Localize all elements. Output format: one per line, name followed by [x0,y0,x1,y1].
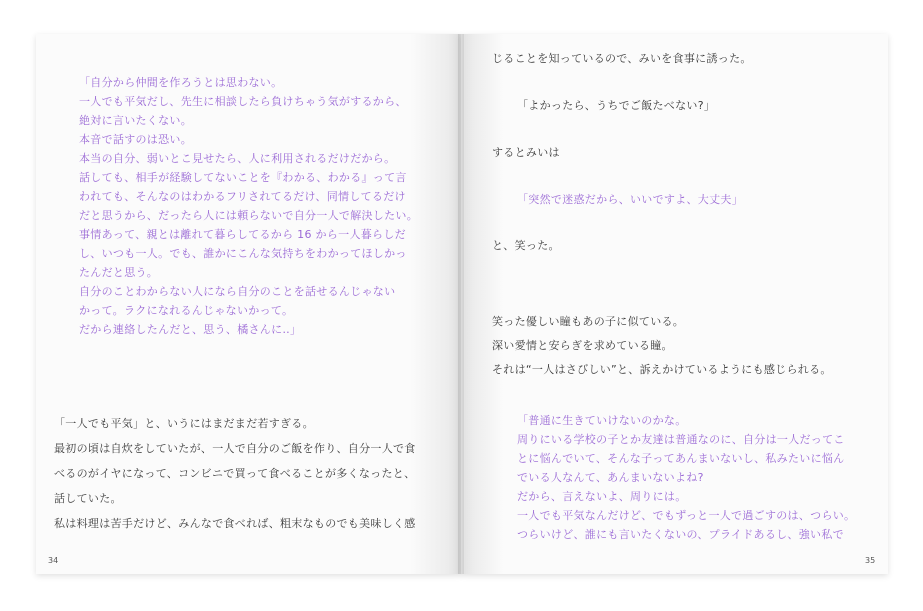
body-line: それは“一人はさびしい”と、訴えかけているようにも感じられる。 [492,363,832,376]
body-line: べるのがイヤになって、コンビニで買って食べることが多くなったと、 [54,467,416,480]
body-line: するとみいは [492,146,560,159]
quote-line: たんだと思う。 [79,266,159,279]
quote-line: だから連絡したんだと、思う、橘さんに‥」 [79,323,302,336]
page-number: 35 [865,556,876,565]
quote-line: でいる人なんて、あんまいないよね? [517,471,704,484]
dialogue-line: 「よかったら、うちでご飯たべない?」 [517,99,716,112]
body-line: と、笑った。 [492,239,560,252]
quote-line: 周りにいる学校の子とか友達は普通なのに、自分は一人だってこ [517,433,845,446]
quote-line: 本音で話すのは恐い。 [79,133,192,146]
body-line: 最初の頃は自炊をしていたが、一人で自分のご飯を作り、自分一人で食 [54,442,416,455]
quote-line: とに悩んでいて、そんな子ってあんまいないし、私みたいに悩ん [517,452,845,465]
body-line: 「一人でも平気」と、いうにはまだまだ若すぎる。 [54,417,314,430]
quote-line: われても、そんなのはわかるフリされてるだけ、同情してるだけ [79,190,406,203]
book-spread [36,34,888,574]
right-page [461,34,888,574]
body-line: じることを知っているので、みいを食事に誘った。 [492,52,752,65]
quote-line: 「自分から仲間を作ろうとは思わない。 [79,76,283,89]
quote-line: 自分のことわからない人になら自分のことを話せるんじゃない [79,285,396,298]
left-page [36,34,461,574]
book-gutter [458,34,464,574]
quote-line: かって。ラクになれるんじゃないかって。 [79,304,294,317]
quote-line: し、いつも一人。でも、誰かにこんな気持ちをわかってほしかっ [79,247,407,260]
quote-line: だと思うから、だったら人には頼らないで自分一人で解決したい。 [79,209,418,222]
body-line: 話していた。 [54,492,122,505]
quote-line: 絶対に言いたくない。 [79,114,192,127]
body-line: 私は料理は苦手だけど、みんなで食べれば、粗末なものでも美味しく感 [54,517,416,530]
quote-line: 話しても、相手が経験してないことを『わかる、わかる』って言 [79,171,407,184]
quote-line: 事情あって、親とは離れて暮らしてるから 16 から一人暮らしだ [79,228,406,241]
quote-line: つらいけど、誰にも言いたくないの、プライドあるし、強い私で [517,528,844,541]
quote-line: 一人でも平気なんだけど、でもずっと一人で過ごすのは、つらい。 [517,509,856,522]
quote-line: 一人でも平気だし、先生に相談したら負けちゃう気がするから、 [79,95,407,108]
quote-line: 「普通に生きていけないのかな。 [517,414,687,427]
body-line: 笑った優しい瞳もあの子に似ている。 [492,315,685,328]
quote-line: だから、言えないよ、周りには。 [517,490,687,503]
page-number: 34 [48,556,59,565]
quote-line: 「突然で迷惑だから、いいですよ、大丈夫」 [517,193,743,206]
quote-line: 本当の自分、弱いとこ見せたら、人に利用されるだけだから。 [79,152,396,165]
body-line: 深い愛情と安らぎを求めている瞳。 [492,339,673,352]
